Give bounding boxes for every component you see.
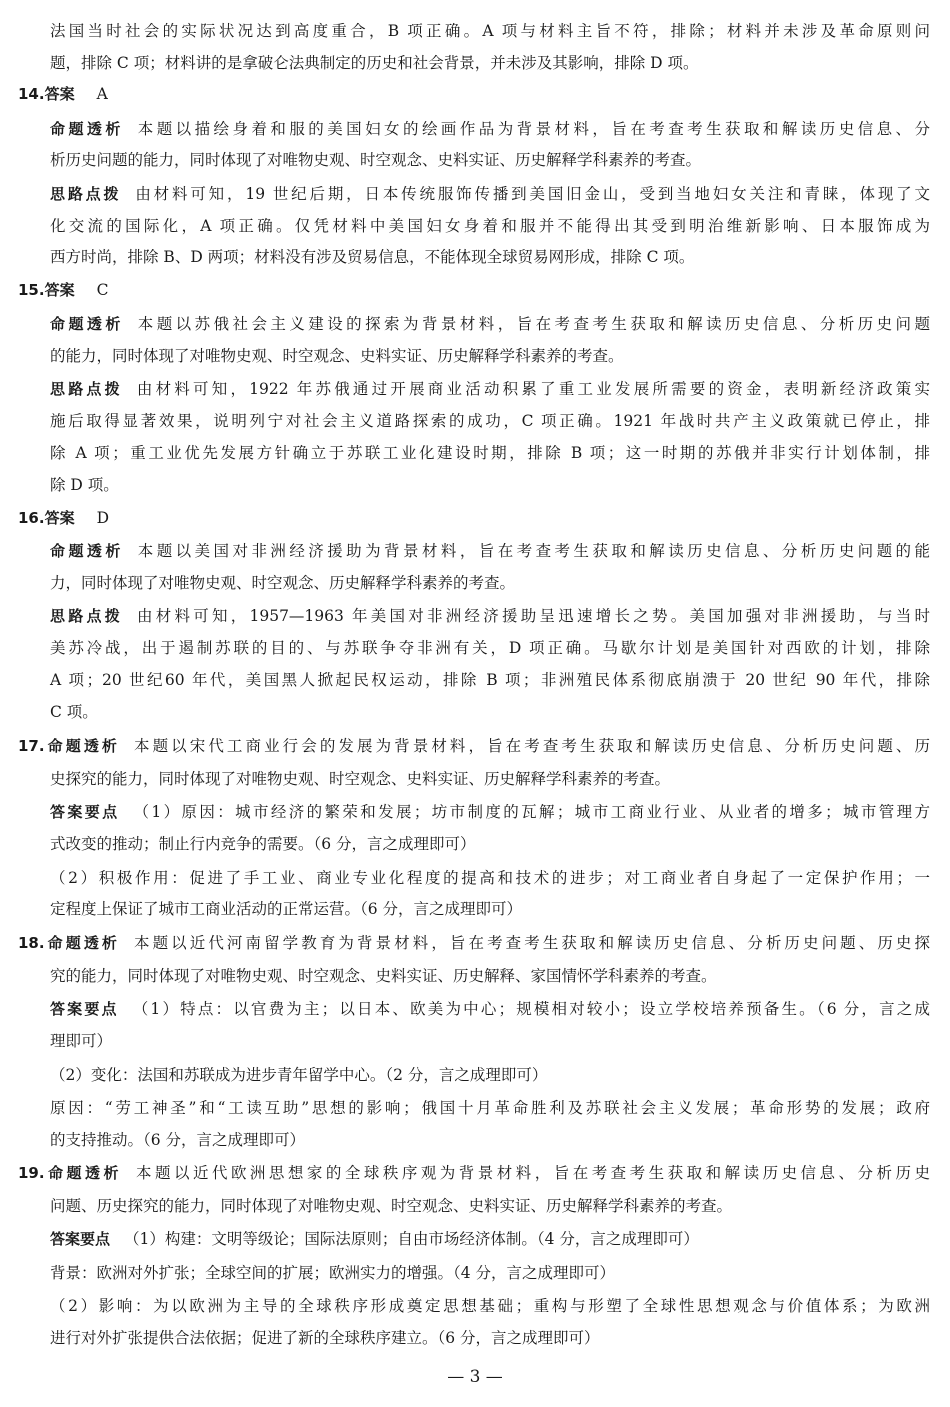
answer-value: A <box>96 85 108 103</box>
question-15-answer <box>18 279 930 301</box>
hint-line: 西方时尚，排除 B、D 两项；材料没有涉及贸易信息，不能体现全球贸易网形成，排除 C 项。 <box>50 248 695 266</box>
key-points-line <box>50 1228 930 1250</box>
hint-line: 美苏冷战，出于遏制苏联的目的、与苏联争夺非洲有关，D 项正确。马歇尔计划是美国针对西欧的计划，排除 <box>50 639 930 657</box>
analysis-line <box>50 540 930 562</box>
intro-line: 法国当时社会的实际状况达到高度重合，B 项正确。A 项与材料主旨不符，排除；材料并未涉及革命原则问 <box>50 22 930 40</box>
hint-line <box>50 378 930 400</box>
key-points-line: 式改变的推动；制止行内竞争的需要。（6 分，言之成理即可） <box>50 835 476 853</box>
analysis-line: 问题、历史探究的能力，同时体现了对唯物史观、时空观念、史料实证、历史解释学科素养的考查。 <box>50 1197 733 1215</box>
key-points-label: 答案要点 <box>50 1000 119 1018</box>
key-points-line: 理即可） <box>50 1032 113 1050</box>
key-points-line: 的支持推动。（6 分，言之成理即可） <box>50 1131 306 1149</box>
question-number: 14. <box>18 85 45 103</box>
answer-label: 答案 <box>44 509 75 527</box>
analysis-text: 本题以宋代工商业行会的发展为背景材料，旨在考查考生获取和解读历史信息、分析历史问题、历 <box>134 737 930 755</box>
hint-line <box>50 605 930 627</box>
hint-text: 由材料可知，1922 年苏俄通过开展商业活动积累了重工业发展所需要的资金，表明新经济政策实 <box>136 380 930 398</box>
key-points-line: 原因：“劳工神圣”和“工读互助”思想的影响；俄国十月革命胜利及苏联社会主义发展；革命形势的发展；政府 <box>50 1099 930 1117</box>
hint-line: A 项；20 世纪60 年代，美国黑人掀起民权运动，排除 B 项；非洲殖民体系彻底崩溃于 20 世纪 90 年代，排除 <box>50 671 930 689</box>
analysis-line: 史探究的能力，同时体现了对唯物史观、时空观念、史料实证、历史解释学科素养的考查。 <box>50 770 671 788</box>
question-number: 17. <box>18 737 45 755</box>
hint-label: 思路点拨 <box>50 607 123 625</box>
analysis-label: 命题透析 <box>50 315 124 333</box>
hint-text: 由材料可知，1957—1963 年美国对非洲经济援助呈迅速增长之势。美国加强对非洲援助，与当时 <box>137 607 930 625</box>
question-19-analysis <box>18 1162 930 1184</box>
question-number: 18. <box>18 934 45 952</box>
answer-label: 答案 <box>44 281 75 299</box>
key-points-line: （2）变化：法国和苏联成为进步青年留学中心。（2 分，言之成理即可） <box>50 1066 548 1084</box>
analysis-text: 本题以近代河南留学教育为背景材料，旨在考查考生获取和解读历史信息、分析历史问题、历史探 <box>134 934 930 952</box>
analysis-label: 命题透析 <box>50 542 124 560</box>
analysis-line: 析历史问题的能力，同时体现了对唯物史观、时空观念、史料实证、历史解释学科素养的考查。 <box>50 151 702 169</box>
analysis-text: 本题以美国对非洲经济援助为背景材料，旨在考查考生获取和解读历史信息、分析历史问题的能 <box>137 542 930 560</box>
answer-value: D <box>96 509 110 527</box>
hint-line <box>50 183 930 205</box>
analysis-line <box>50 118 930 140</box>
key-points-line <box>50 998 930 1020</box>
analysis-text: 本题以近代欧洲思想家的全球秩序观为背景材料，旨在考查考生获取和解读历史信息、分析历史 <box>136 1164 930 1182</box>
question-number: 19. <box>18 1164 45 1182</box>
intro-line: 题，排除 C 项；材料讲的是拿破仑法典制定的历史和社会背景，并未涉及其影响，排除 D 项。 <box>50 54 699 72</box>
question-16-answer <box>18 507 930 529</box>
key-points-label: 答案要点 <box>50 803 120 821</box>
analysis-line <box>50 313 930 335</box>
key-points-text: （1）特点：以官费为主；以日本、欧美为中心；规模相对较小；设立学校培养预备生。（6 分，言之成 <box>132 1000 930 1018</box>
key-points-line: 背景：欧洲对外扩张；全球空间的扩展；欧洲实力的增强。（4 分，言之成理即可） <box>50 1264 616 1282</box>
key-points-line: （2）积极作用：促进了手工业、商业专业化程度的提高和技术的进步；对工商业者自身起了一定保护作用；一 <box>50 869 930 887</box>
analysis-label: 命题透析 <box>50 120 124 138</box>
answer-label: 答案 <box>44 85 75 103</box>
analysis-label: 命题透析 <box>44 934 120 952</box>
hint-line: 除 A 项；重工业优先发展方针确立于苏联工业化建设时期，排除 B 项；这一时期的苏俄并非实行计划体制，排 <box>50 444 930 462</box>
question-17-analysis <box>18 735 930 757</box>
key-points-text: （1）原因：城市经济的繁荣和发展；坊市制度的瓦解；城市工商业行业、从业者的增多；城市管理方 <box>133 803 930 821</box>
analysis-label: 命题透析 <box>44 737 120 755</box>
page-number: — 3 — <box>447 1367 503 1387</box>
question-14-answer <box>18 83 930 105</box>
hint-text: 由材料可知，19 世纪后期，日本传统服饰传播到美国旧金山，受到当地妇女关注和青睐，体现了文 <box>135 185 930 203</box>
hint-label: 思路点拨 <box>50 185 122 203</box>
hint-line: 化交流的国际化，A 项正确。仅凭材料中美国妇女身着和服并不能得出其受到明治维新影响、日本服饰成为 <box>50 217 930 235</box>
key-points-label: 答案要点 <box>50 1230 111 1248</box>
analysis-line: 究的能力，同时体现了对唯物史观、时空观念、史料实证、历史解释、家国情怀学科素养的考查。 <box>50 967 717 985</box>
hint-label: 思路点拨 <box>50 380 123 398</box>
question-18-analysis <box>18 932 930 954</box>
analysis-line: 的能力，同时体现了对唯物史观、时空观念、史料实证、历史解释学科素养的考查。 <box>50 347 624 365</box>
key-points-line: 进行对外扩张提供合法依据；促进了新的全球秩序建立。（6 分，言之成理即可） <box>50 1329 600 1347</box>
hint-line: 除 D 项。 <box>50 476 119 494</box>
analysis-line: 力，同时体现了对唯物史观、时空观念、历史解释学科素养的考查。 <box>50 574 516 592</box>
question-number: 16. <box>18 509 45 527</box>
analysis-text: 本题以描绘身着和服的美国妇女的绘画作品为背景材料，旨在考查考生获取和解读历史信息、分 <box>137 120 930 138</box>
key-points-line: 定程度上保证了城市工商业活动的正常运营。（6 分，言之成理即可） <box>50 900 523 918</box>
analysis-text: 本题以苏俄社会主义建设的探索为背景材料，旨在考查考生获取和解读历史信息、分析历史问题 <box>137 315 930 333</box>
hint-line: 施后取得显著效果，说明列宁对社会主义道路探索的成功，C 项正确。1921 年战时共产主义政策就已停止，排 <box>50 412 930 430</box>
question-number: 15. <box>18 281 45 299</box>
key-points-text: （1）构建：文明等级论；国际法原则；自由市场经济体制。（4 分，言之成理即可） <box>124 1230 699 1248</box>
answer-value: C <box>96 281 109 299</box>
key-points-line <box>50 801 930 823</box>
analysis-label: 命题透析 <box>44 1164 123 1182</box>
key-points-line: （2）影响：为以欧洲为主导的全球秩序形成奠定思想基础；重构与形塑了全球性思想观念与价值体系；为欧洲 <box>50 1297 930 1315</box>
hint-line: C 项。 <box>50 703 98 721</box>
